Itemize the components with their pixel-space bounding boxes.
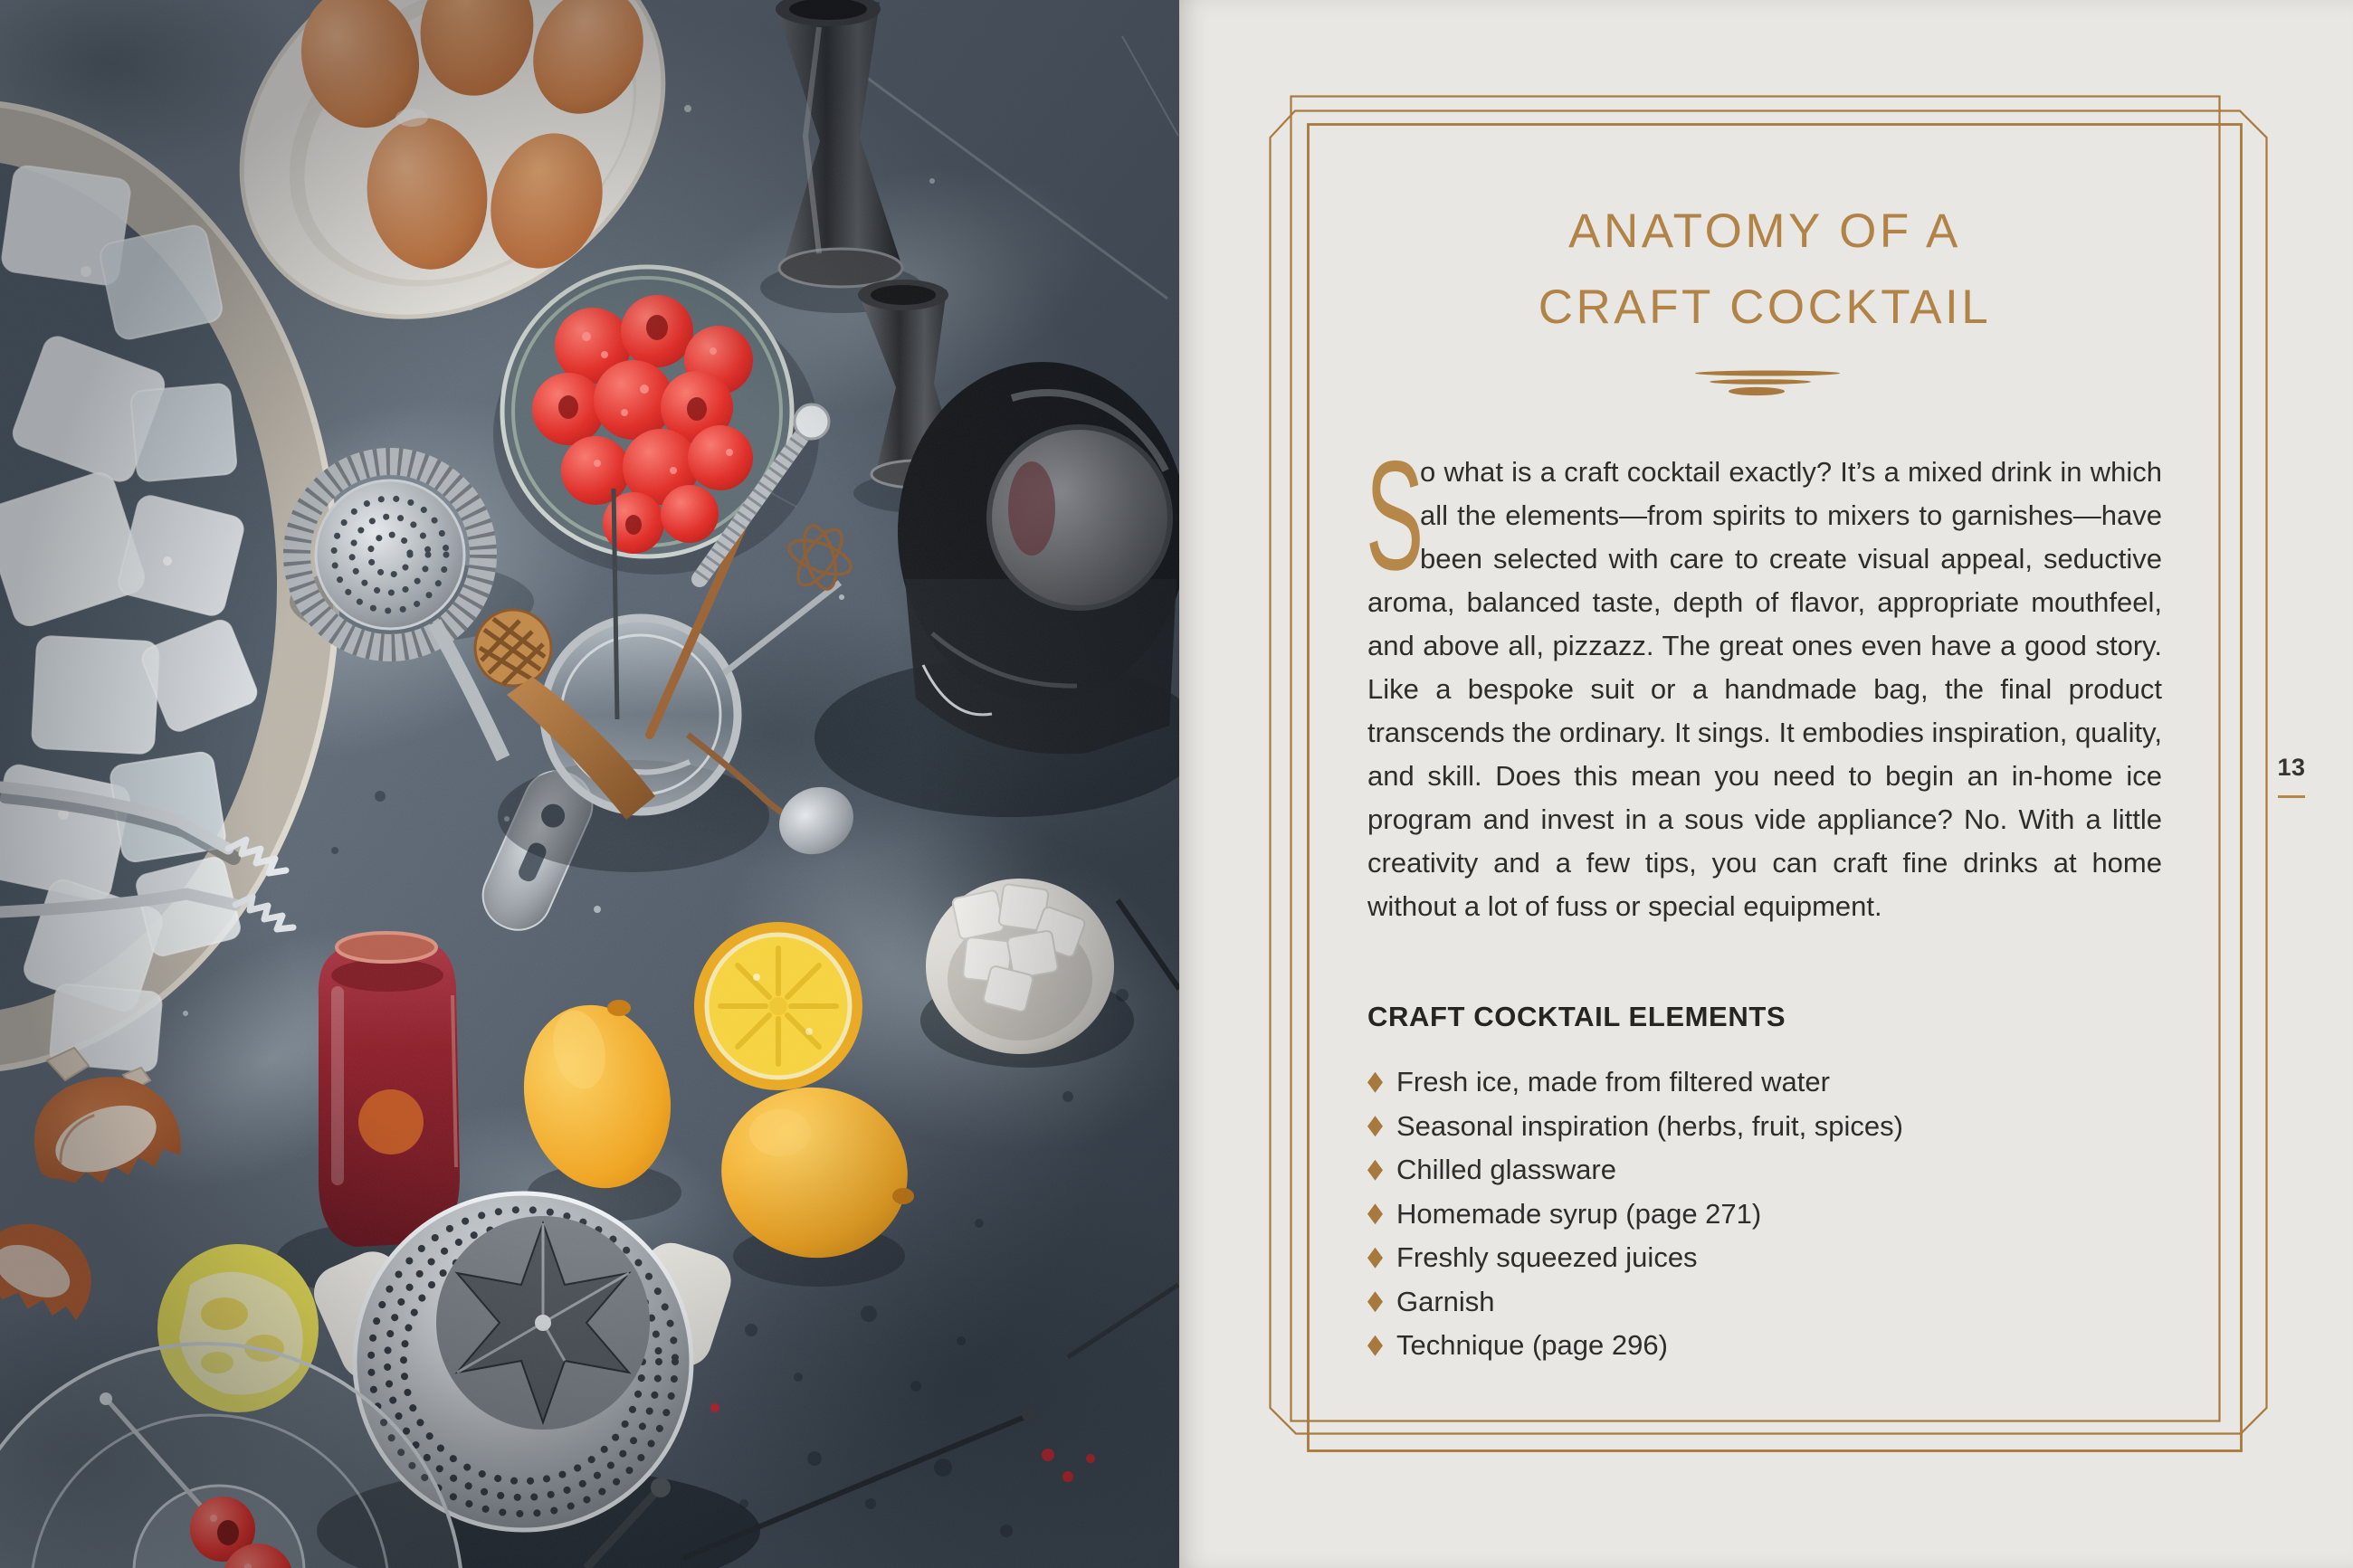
diamond-bullet-icon [1367, 1072, 1383, 1093]
title-divider-ornament [1688, 369, 1842, 398]
list-item: Seasonal inspiration (herbs, fruit, spices) [1367, 1105, 2162, 1149]
page-number-rule [2278, 795, 2305, 798]
elements-section [1367, 1001, 2162, 1368]
list-item: Freshly squeezed juices [1367, 1236, 2162, 1280]
intro-paragraph-text: o what is a craft cocktail exactly? It’s a mixed drink in which all the elements—from spirits to mixers to garnishes—have been selected with care to create visual appeal, seductive aroma, balanced taste, depth of flavor, appropriate mouthfeel, and above all, pizzazz. The great ones even have a good story. Like a bespoke suit or a handmade bag, the final product transcends the ordinary. It sings. It embodies inspiration, quality, and skill. Does this mean you need to begin an in-home ice program and invest in a sous vide appliance? No. With a little creativity and a few tips, you can craft fine drinks at home without a lot of fuss or special equipment. [1367, 456, 2162, 922]
chapter-title-line1: ANATOMY OF A [1568, 204, 1961, 258]
page-number-block [2272, 754, 2311, 798]
diamond-bullet-icon [1367, 1116, 1383, 1136]
list-item: Chilled glassware [1367, 1148, 2162, 1193]
page-content [1367, 0, 2162, 1368]
chapter-title-line2: CRAFT COCKTAIL [1538, 280, 1992, 334]
drop-cap: S [1366, 429, 1424, 603]
diamond-bullet-icon [1367, 1160, 1383, 1181]
list-item: Garnish [1367, 1280, 2162, 1325]
list-item: Homemade syrup (page 271) [1367, 1193, 2162, 1237]
elements-list [1367, 1060, 2162, 1368]
diamond-bullet-icon [1367, 1335, 1383, 1356]
diamond-bullet-icon [1367, 1248, 1383, 1269]
diamond-bullet-icon [1367, 1291, 1383, 1312]
diamond-bullet-icon [1367, 1203, 1383, 1224]
book-page [1179, 0, 2353, 1568]
chapter-title [1367, 194, 2162, 346]
list-item: Technique (page 296) [1367, 1324, 2162, 1368]
list-item: Fresh ice, made from filtered water [1367, 1060, 2162, 1105]
page-number: 13 [2277, 754, 2306, 781]
elements-heading: CRAFT COCKTAIL ELEMENTS [1367, 1001, 1786, 1032]
intro-paragraph [1366, 429, 2162, 928]
